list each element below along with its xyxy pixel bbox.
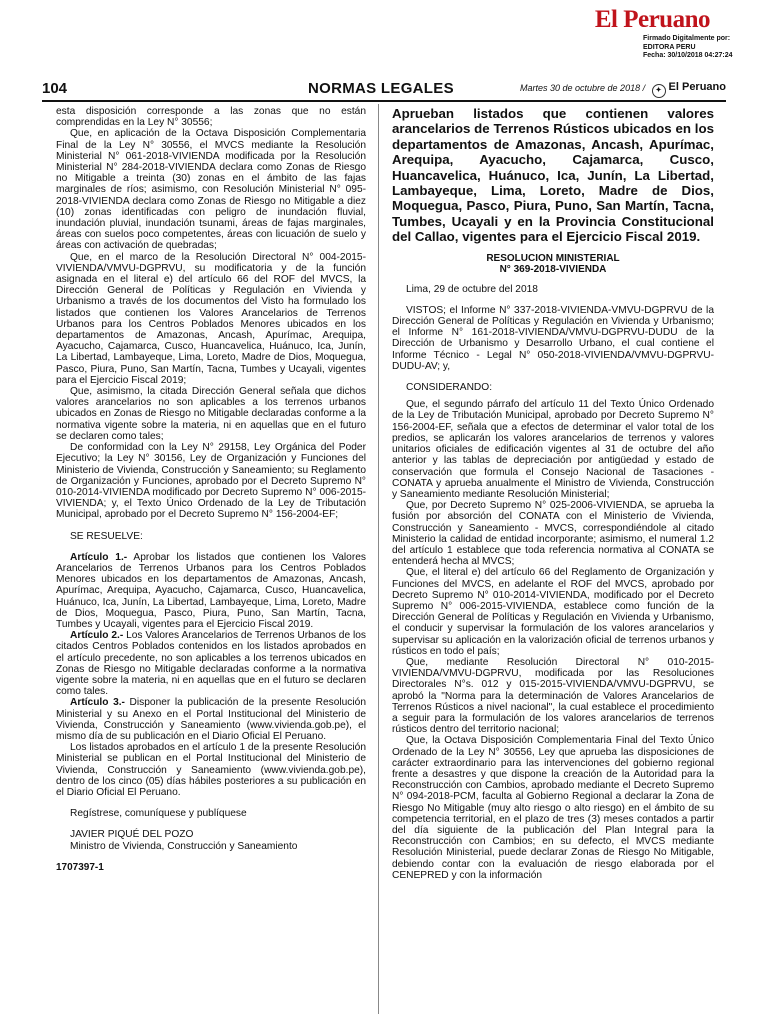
paragraph: Que, mediante Resolución Directoral N° 010-2015- VIVIENDA/VMVU-DGPRVU, modificada por las Resoluciones Directorales N°s. 012 y 015-2015-VIVIENDA/VMVU-DGPRVU, se aprobó la "Norma para la determinación de Valores Arancelarios de Terrenos Rústicos a nivel nacional", la cual establece el procedimiento a seguir para la formulación de los valores arancelarios de terrenos rústicos dentro del territorio nacional; <box>392 656 714 736</box>
considerando-heading: CONSIDERANDO: <box>406 382 493 394</box>
page-header <box>42 78 726 102</box>
paragraph: Que, por Decreto Supremo N° 025-2006-VIVIENDA, se aprueba la fusión por absorción del CONATA con el Ministerio de Vivienda, Construcción y Saneamiento - MVCS, correspondiéndole al citado Ministerio la calidad de entidad incorporante; asimismo, el numeral 1.2 del artículo 1 establece que toda referencia normativa al CONATA se entenderá hecha al MVCS; <box>392 500 714 568</box>
signer-title: Ministro de Vivienda, Construcción y Saneamiento <box>70 840 298 852</box>
right-column <box>392 106 714 881</box>
article-text: Disponer la publicación de la presente Resolución Ministerial y su Anexo en el Portal Institucional del Ministerio de Vivienda, Construcción y Saneamiento (www.vivienda.gob.pe), el mismo día de su publicación en el Diario Oficial El Peruano. <box>56 697 366 742</box>
digital-signature <box>643 35 733 61</box>
paragraph: Que, asimismo, la citada Dirección General señala que dichos valores arancelarios no son aplicables a los terrenos urbanos ubicados en Zonas de Riesgo no Mitigable declaradas conforme a la normativa vigente sobre la materia, ni en aquellas que en el futuro se declaren como tales; <box>56 386 366 442</box>
article-headline: Aprueban listados que contienen valores arancelarios de Terrenos Rústicos ubicados en los departamentos de Amazonas, Ancash, Apurímac, Arequipa, Ayacucho, Cajamarca, Cusco, Huancavelica, Huánuco, Ica, Junín, La Libertad, Lambayeque, Lima, Loreto, Madre de Dios, Moquegua, Pasco, Piura, Puno, San Martín, Tacna, Tumbes, Ucayali y en la Provincia Constitucional del Callao, vigentes para el Ejercicio Fiscal 2019. <box>392 106 714 245</box>
page-number: 104 <box>42 80 68 97</box>
section-title: NORMAS LEGALES <box>308 80 454 97</box>
paragraph: De conformidad con la Ley N° 29158, Ley Orgánica del Poder Ejecutivo; la Ley N° 30156, Ley de Organización y Funciones del Ministerio de Vivienda, Construcción y Saneamiento; su Reglamento de Organización y Funciones, aprobado por el Decreto Supremo N° 010-2014-VIVIENDA modificado por Decreto Supremo N° 006-2015-VIVIENDA; y, el Texto Único Ordenado de la Ley de Tributación Municipal, aprobado por el Decreto Supremo N° 156-2004-EF; <box>56 442 366 521</box>
signature-line: Fecha: 30/10/2018 04:27:24 <box>643 52 733 59</box>
paragraph: esta disposición corresponde a las zonas que no están comprendidas en la Ley N° 30556; <box>56 106 366 129</box>
header-brand-label: El Peruano <box>668 81 726 93</box>
closing-formula: Regístrese, comuníquese y publíquese <box>70 808 247 820</box>
paragraph: Que, la Octava Disposición Complementaria Final del Texto Único Ordenado de la Ley N° 30556, Ley que aprueba las disposiciones de carácter extraordinario para las intervenciones del gobierno regional frente a desastres y que dispone la creación de la Autoridad para la Reconstrucción con Cambios, aprobado mediante el Decreto Supremo N° 094-2018-PCM, faculta al Gobierno Regional a declarar la Zona de Riesgo No Mitigable (muy alto riesgo o alto riesgo) en el ámbito de su competencia territorial, en el plazo de tres (3) meses contados a partir del día siguiente de la publicación del Plan Integral para la Reconstrucción con Cambios; en su defecto, el MVCS mediante Resolución Ministerial, puede declarar Zonas de Riesgo No Mitigable, debiendo contar con la evaluación de riesgo elaborada por el CENEPRED y con la información <box>392 735 714 881</box>
resolution-title <box>392 253 714 275</box>
newspaper-logo: El Peruano <box>594 6 710 33</box>
vistos-paragraph: VISTOS; el Informe N° 337-2018-VIVIENDA-VMVU-DGPRVU de la Dirección General de Políticas y Regulación en Vivienda y Urbanismo; el Informe N° 161-2018-VIVIENDA/VMVU-DGPRVU-DUDU de la Dirección de Urbanismo y Desarrollo Urbano, el cual contiene el Informe Técnico - Legal N° 050-2018-VIVIENDA/VMVU-DGPRVU-DUDU-AV; y, <box>392 304 714 372</box>
article-label: Artículo 3.- <box>70 697 125 709</box>
article-3 <box>56 697 366 742</box>
left-column <box>56 106 366 873</box>
article-text: Los Valores Arancelarios de Terrenos Urbanos de los citados Centros Poblados contenidos en los listados aprobados en el artículo precedente, no son aplicables a los terrenos ubicados en Zonas de Riesgo no Mitigable declaradas conforme a la normativa vigente sobre la materia, ni en aquellas que en el futuro se declaren como tales. <box>56 630 366 698</box>
coat-of-arms-icon: ✦ <box>652 84 666 98</box>
paragraph: Los listados aprobados en el artículo 1 de la presente Resolución Ministerial se publican en el Portal Institucional del Ministerio de Vivienda, Construcción y Saneamiento (www.vivienda.gob.pe), dentro de los cinco (05) días hábiles posteriores a su publicación en el Diario Oficial El Peruano. <box>56 742 366 798</box>
paragraph: Que, el literal e) del artículo 66 del Reglamento de Organización y Funciones del MVCS, en adelante el ROF del MVCS, aprobado por Decreto Supremo N° 010-2014-VIVIENDA, modificado por el Decreto Supremo N° 006-2015-VIVIENDA, establece como función de la Dirección General de Políticas y Regulación en Vivienda y Urbanismo, el conducir y supervisar la formulación de los valores arancelarios y supervisar su aplicación en la valorización oficial de terrenos urbanos y rústicos en todo el país; <box>392 567 714 657</box>
resolves-heading: SE RESUELVE: <box>70 530 143 542</box>
date-line: Lima, 29 de octubre del 2018 <box>406 283 538 295</box>
resolution-number: N° 369-2018-VIVIENDA <box>499 263 607 275</box>
paragraph: Que, el segundo párrafo del artículo 11 del Texto Único Ordenado de la Ley de Tributación Municipal, aprobado por Decreto Supremo N° 156-2004-EF, señala que a efectos de determinar el valor total de los predios, se aplicarán los valores arancelarios de terrenos y valores unitarios oficiales de edificación vigentes al 31 de octubre del año anterior y las tablas de depreciación por antigüedad y estado de conservación que formula el Consejo Nacional de Tasaciones - CONATA y aprueba anualmente el Ministro de Vivienda, Construcción y Saneamiento mediante Resolución Ministerial; <box>392 399 714 500</box>
paragraph: Que, en el marco de la Resolución Directoral N° 004-2015-VIVIENDA/VMVU-DGPRVU, su modificatoria y de la función asignada en el literal e) del artículo 66 del ROF del MVCS, la Dirección General de Políticas y Regulación en Vivienda y Urbanismo a través de los documentos del Visto ha formulado los listados que contienen los Valores Arancelarios de Terrenos Urbanos para los Centros Poblados Menores ubicados en los departamentos de Amazonas, Ancash, Apurímac, Arequipa, Ayacucho, Cajamarca, Cusco, Huancavelica, Huánuco, Ica, Junín, La Libertad, Lambayeque, Lima, Loreto, Madre de Dios, Moquegua, Pasco, Piura, Puno, San Martín, Tacna, Tumbes y Ucayali, vigentes para el Ejercicio Fiscal 2019; <box>56 251 366 386</box>
article-label: Artículo 2.- <box>70 630 124 642</box>
column-divider <box>378 104 379 1014</box>
signature-line: EDITORA PERU <box>643 43 696 51</box>
article-label: Artículo 1.- <box>70 551 128 563</box>
article-2 <box>56 630 366 697</box>
publication-date: Martes 30 de octubre de 2018 / <box>520 83 646 93</box>
publication-code: 1707397-1 <box>56 861 104 873</box>
article-text: Aprobar los listados que contienen los Valores Arancelarios de Terrenos Urbanos para los Centros Poblados Menores ubicados en los departamentos de Amazonas, Ancash, Apurímac, Arequipa, Ayacucho, Cajamarca, Cusco, Huancavelica, Huánuco, Ica, Junín, La Libertad, Lambayeque, Lima, Loreto, Madre de Dios, Moquegua, Pasco, Piura, Puno, San Martín, Tacna, Tumbes y Ucayali, vigentes para el Ejercicio Fiscal 2019. <box>56 551 367 630</box>
article-1 <box>56 552 366 630</box>
resolution-type: RESOLUCION MINISTERIAL <box>486 252 620 264</box>
signature-line: Firmado Digitalmente por: <box>643 35 731 42</box>
paragraph: Que, en aplicación de la Octava Disposición Complementaria Final de la Ley N° 30556, el MVCS mediante la Resolución Ministerial N° 061-2018-VIVIENDA modificada por la Resolución Ministerial N° 284-2018-VIVIENDA declara como Zonas de Riesgo no Mitigable a treinta (30) zonas en el ámbito de las fajas marginales de ríos; asimismo, con Resolución Ministerial N° 095-2018-VIVIENDA declara como Zonas de Riesgo no Mitigable a diez (10) zonas identificadas con peligro de inundación fluvial, inundación pluvial, inundación tsunami, áreas de fajas marginales, áreas con suelos poco competentes, áreas con licuación de suelo y áreas con activación de quebradas; <box>56 128 366 252</box>
signer-name: JAVIER PIQUÉ DEL POZO <box>70 829 194 841</box>
header-brand <box>652 81 726 98</box>
